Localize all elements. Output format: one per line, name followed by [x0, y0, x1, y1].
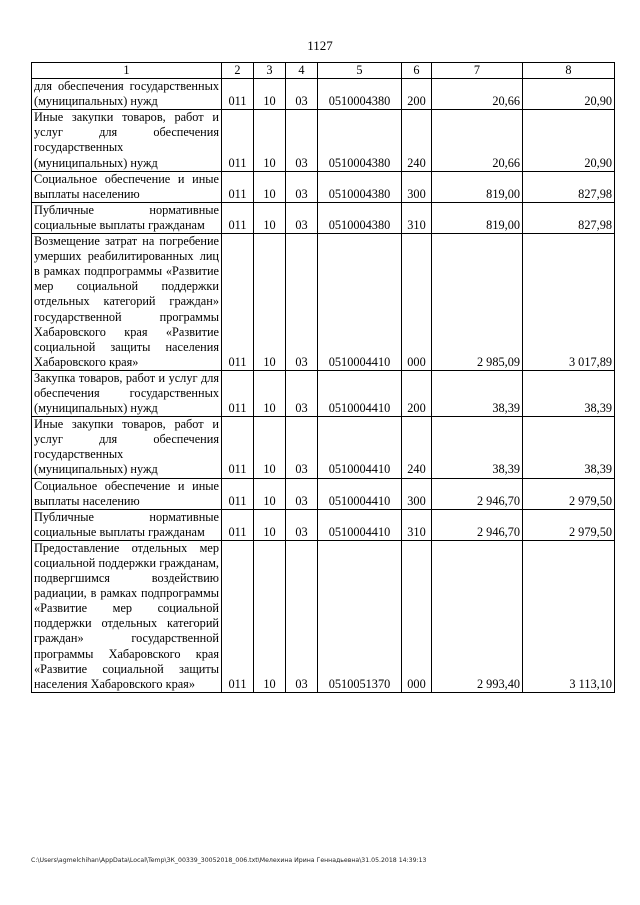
amount-cell-col8: 38,39	[523, 417, 615, 478]
column-header: 8	[523, 63, 615, 79]
admin-code-cell: 011	[222, 171, 254, 202]
table-row	[32, 79, 615, 110]
expense-type-cell: 200	[402, 370, 432, 416]
section-code-cell: 10	[254, 202, 286, 233]
section-code-cell: 10	[254, 110, 286, 171]
admin-code-cell: 011	[222, 509, 254, 540]
admin-code-cell: 011	[222, 202, 254, 233]
subsection-code-cell: 03	[286, 478, 318, 509]
row-name-cell: Социальное обеспечение и иные выплаты населению	[32, 478, 222, 509]
row-name-cell: для обеспечения государственных (муниципальных) нужд	[32, 79, 222, 110]
admin-code-cell: 011	[222, 540, 254, 692]
expense-type-cell: 310	[402, 202, 432, 233]
budget-table	[31, 62, 615, 693]
file-path-footer: C:\Users\agmelchihan\AppData\Local\Temp\ЗК_00339_30052018_006.txt\Мелехина Ирина Геннадьевна\31.05.2018 14:39:13	[31, 857, 427, 864]
target-article-cell: 0510004380	[318, 110, 402, 171]
section-code-cell: 10	[254, 478, 286, 509]
target-article-cell: 0510004410	[318, 478, 402, 509]
column-header: 6	[402, 63, 432, 79]
admin-code-cell: 011	[222, 110, 254, 171]
target-article-cell: 0510004380	[318, 171, 402, 202]
admin-code-cell: 011	[222, 234, 254, 371]
section-code-cell: 10	[254, 79, 286, 110]
amount-cell-col7: 38,39	[432, 370, 523, 416]
target-article-cell: 0510004410	[318, 370, 402, 416]
expense-type-cell: 000	[402, 234, 432, 371]
row-name-cell: Иные закупки товаров, работ и услуг для обеспечения государственных (муниципальных) нужд	[32, 417, 222, 478]
amount-cell-col7: 2 985,09	[432, 234, 523, 371]
subsection-code-cell: 03	[286, 417, 318, 478]
row-name-cell: Публичные нормативные социальные выплаты гражданам	[32, 509, 222, 540]
subsection-code-cell: 03	[286, 509, 318, 540]
column-header: 1	[32, 63, 222, 79]
amount-cell-col7: 20,66	[432, 110, 523, 171]
amount-cell-col7: 20,66	[432, 79, 523, 110]
section-code-cell: 10	[254, 417, 286, 478]
table-row	[32, 110, 615, 171]
admin-code-cell: 011	[222, 478, 254, 509]
table-row	[32, 509, 615, 540]
target-article-cell: 0510004380	[318, 202, 402, 233]
expense-type-cell: 000	[402, 540, 432, 692]
amount-cell-col8: 3 113,10	[523, 540, 615, 692]
row-name-cell: Закупка товаров, работ и услуг для обеспечения государственных (муниципальных) нужд	[32, 370, 222, 416]
table-row	[32, 417, 615, 478]
section-code-cell: 10	[254, 234, 286, 371]
target-article-cell: 0510004410	[318, 509, 402, 540]
amount-cell-col8: 827,98	[523, 202, 615, 233]
amount-cell-col7: 38,39	[432, 417, 523, 478]
amount-cell-col8: 2 979,50	[523, 509, 615, 540]
expense-type-cell: 310	[402, 509, 432, 540]
expense-type-cell: 240	[402, 110, 432, 171]
admin-code-cell: 011	[222, 79, 254, 110]
amount-cell-col7: 819,00	[432, 171, 523, 202]
table-header-row	[32, 63, 615, 79]
expense-type-cell: 300	[402, 171, 432, 202]
amount-cell-col7: 2 993,40	[432, 540, 523, 692]
admin-code-cell: 011	[222, 370, 254, 416]
expense-type-cell: 300	[402, 478, 432, 509]
column-header: 3	[254, 63, 286, 79]
table-row	[32, 202, 615, 233]
admin-code-cell: 011	[222, 417, 254, 478]
table-row	[32, 478, 615, 509]
target-article-cell: 0510004410	[318, 234, 402, 371]
amount-cell-col8: 2 979,50	[523, 478, 615, 509]
amount-cell-col8: 38,39	[523, 370, 615, 416]
row-name-cell: Возмещение затрат на погребение умерших реабилитированных лиц в рамках подпрограммы «Развитие мер социальной поддержки отдельных категорий граждан» государственной программы Хабаровского края «Развитие социальной защиты населения Хабаровского края»	[32, 234, 222, 371]
amount-cell-col8: 3 017,89	[523, 234, 615, 371]
target-article-cell: 0510004410	[318, 417, 402, 478]
amount-cell-col8: 827,98	[523, 171, 615, 202]
section-code-cell: 10	[254, 509, 286, 540]
subsection-code-cell: 03	[286, 540, 318, 692]
table-row	[32, 370, 615, 416]
column-header: 7	[432, 63, 523, 79]
section-code-cell: 10	[254, 370, 286, 416]
section-code-cell: 10	[254, 171, 286, 202]
target-article-cell: 0510051370	[318, 540, 402, 692]
amount-cell-col7: 819,00	[432, 202, 523, 233]
row-name-cell: Предоставление отдельных мер социальной поддержки гражданам, подвергшимся воздействию радиации, в рамках подпрограммы «Развитие мер социальной поддержки отдельных категорий граждан» государственной программы Хабаровского края «Развитие социальной защиты населения Хабаровского края»	[32, 540, 222, 692]
subsection-code-cell: 03	[286, 171, 318, 202]
column-header: 4	[286, 63, 318, 79]
table-row	[32, 540, 615, 692]
page-number: 1127	[307, 38, 333, 53]
target-article-cell: 0510004380	[318, 79, 402, 110]
table-row	[32, 171, 615, 202]
amount-cell-col8: 20,90	[523, 79, 615, 110]
subsection-code-cell: 03	[286, 202, 318, 233]
row-name-cell: Иные закупки товаров, работ и услуг для обеспечения государственных (муниципальных) нужд	[32, 110, 222, 171]
row-name-cell: Публичные нормативные социальные выплаты гражданам	[32, 202, 222, 233]
column-header: 5	[318, 63, 402, 79]
row-name-cell: Социальное обеспечение и иные выплаты населению	[32, 171, 222, 202]
amount-cell-col8: 20,90	[523, 110, 615, 171]
section-code-cell: 10	[254, 540, 286, 692]
amount-cell-col7: 2 946,70	[432, 478, 523, 509]
table-row	[32, 234, 615, 371]
subsection-code-cell: 03	[286, 234, 318, 371]
subsection-code-cell: 03	[286, 110, 318, 171]
amount-cell-col7: 2 946,70	[432, 509, 523, 540]
expense-type-cell: 200	[402, 79, 432, 110]
column-header: 2	[222, 63, 254, 79]
expense-type-cell: 240	[402, 417, 432, 478]
subsection-code-cell: 03	[286, 79, 318, 110]
subsection-code-cell: 03	[286, 370, 318, 416]
